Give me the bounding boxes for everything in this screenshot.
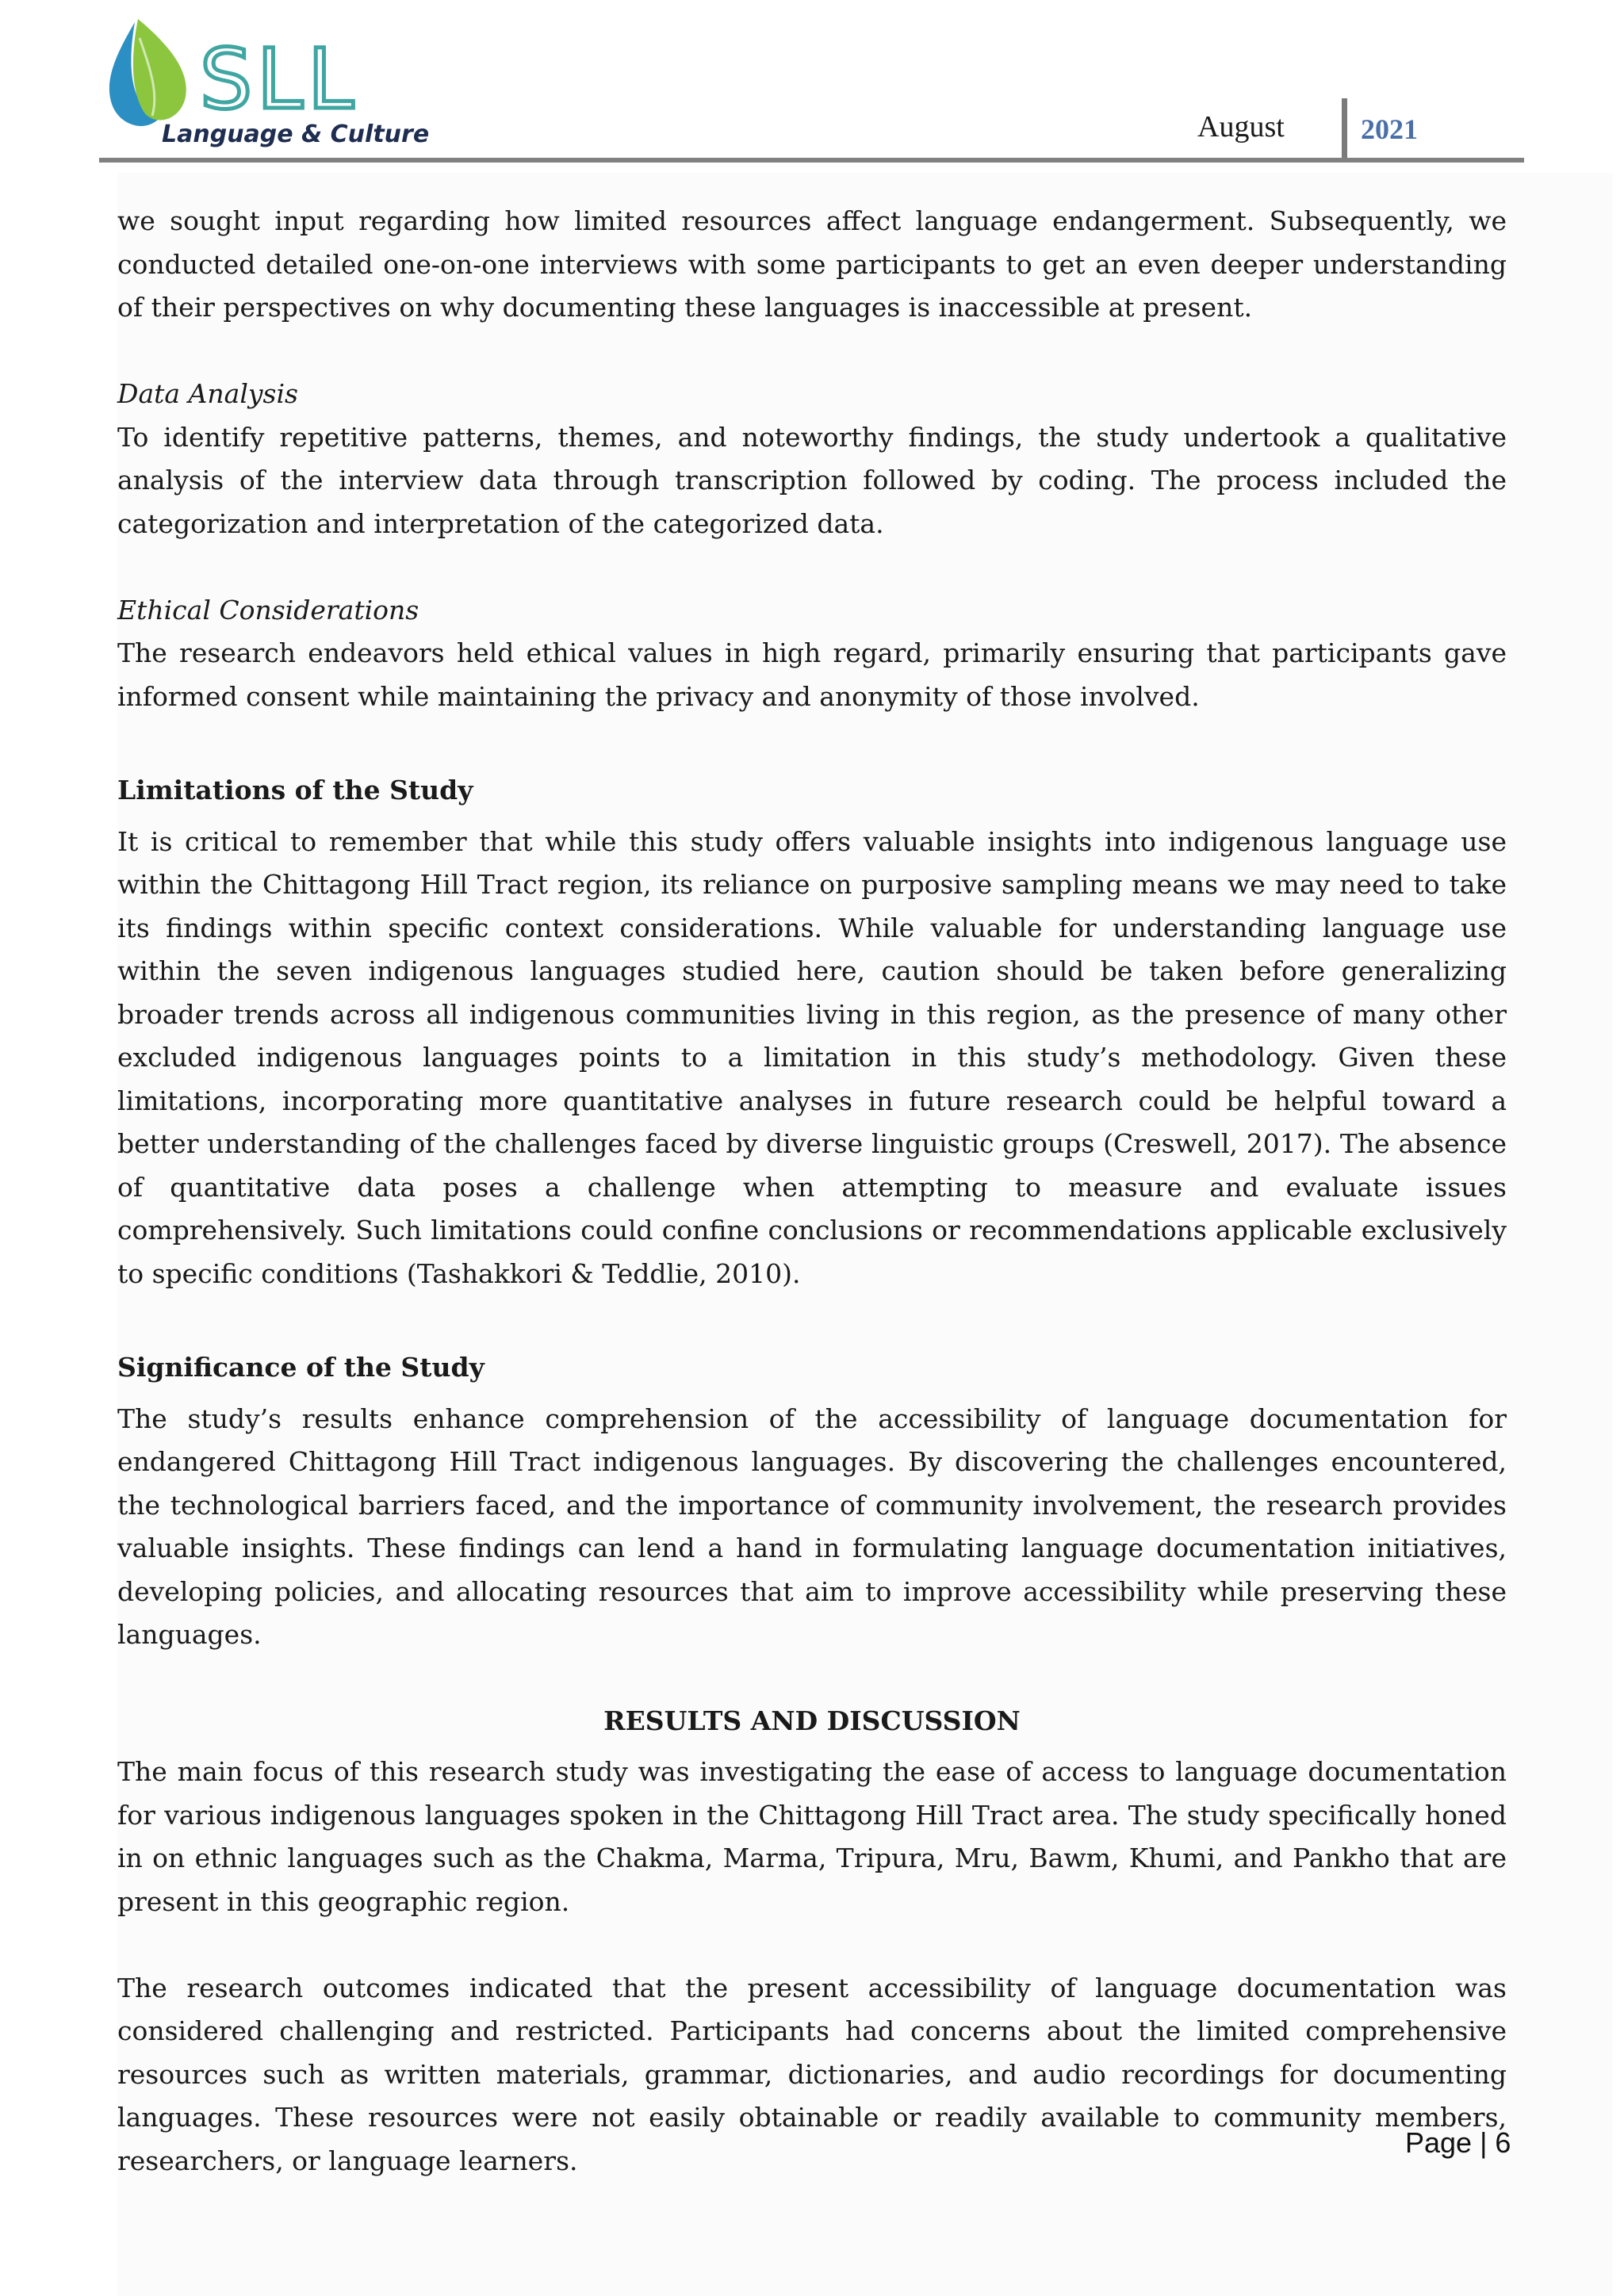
paragraph-ethical-considerations: The research endeavors held ethical values in high regard, primarily ensuring that participants gave informed consent while maintaining the privacy and anonymity of those involved. [117, 637, 1507, 712]
page-number: Page | 6 [1405, 2126, 1511, 2159]
paragraph-results-2: The research outcomes indicated that the present accessibility of language documentation was considered challenging and restricted. Participants had concerns about the limited comprehensive resources such as written materials, grammar, dictionaries, and audio recordings for documenting languages. These resources were not easily obtainable or readily available to community members, researchers, or language learners. [117, 1972, 1507, 2176]
leaf-drop-icon [103, 14, 206, 133]
issue-year: 2021 [1361, 113, 1418, 145]
logo-letters: SLL [200, 31, 358, 128]
section-heading-limitations: Limitations of the Study [117, 775, 473, 806]
paragraph-intro: we sought input regarding how limited resources affect language endangerment. Subsequently, we conducted detailed one-on-one interviews with some participants to get an even deeper understanding of their perspectives on why documenting these languages is inaccessible at present. [117, 205, 1507, 323]
subheading-data-analysis: Data Analysis [117, 378, 298, 409]
page-content [117, 200, 1507, 2183]
journal-logo [103, 14, 430, 157]
paragraph-significance: The study’s results enhance comprehension of the accessibility of language documentation for endangered Chittagong Hill Tract indigenous languages. By discovering the challenges encountered, the technological barriers faced, and the importance of community involvement, the research provides valuable insights. These findings can lend a hand in formulating language documentation initiatives, developing policies, and allocating resources that aim to improve accessibility while preserving these languages. [117, 1402, 1507, 1650]
issue-month: August [1197, 110, 1285, 144]
header-separator [1342, 98, 1347, 160]
logo-tagline: Language & Culture [162, 121, 430, 148]
paragraph-results-1: The main focus of this research study was investigating the ease of access to language documentation for various indigenous languages spoken in the Chittagong Hill Tract area. The study specifically honed in on ethnic languages such as the Chakma, Marma, Tripura, Mru, Bawm, Khumi, and Pankho that are present in this geographic region. [117, 1756, 1507, 1917]
paragraph-limitations: It is critical to remember that while this study offers valuable insights into indigenous language use within the Chittagong Hill Tract region, its reliance on purposive sampling means we may need to take its findings within specific context considerations. While valuable for understanding language use within the seven indigenous languages studied here, caution should be taken before generalizing broader trends across all indigenous communities living in this region, as the presence of many other excluded indigenous languages points to a limitation in this study’s methodology. Given these limitations, incorporating more quantitative analyses in future research could be helpful toward a better understanding of the challenges faced by diverse linguistic groups (Creswell, 2017). The absence of quantitative data poses a challenge when attempting to measure and evaluate issues comprehensively. Such limitations could confine conclusions or recommendations applicable exclusively to specific conditions (Tashakkori & Teddlie, 2010). [117, 825, 1507, 1289]
header-rule [99, 158, 1524, 163]
section-heading-results: RESULTS AND DISCUSSION [603, 1705, 1021, 1736]
paragraph-data-analysis: To identify repetitive patterns, themes, and noteworthy findings, the study undertook a qualitative analysis of the interview data through transcription followed by coding. The process included the categorization and interpretation of the categorized data. [117, 421, 1507, 539]
section-heading-significance: Significance of the Study [117, 1352, 485, 1383]
page-header [0, 0, 1624, 170]
subheading-ethical-considerations: Ethical Considerations [117, 594, 419, 626]
